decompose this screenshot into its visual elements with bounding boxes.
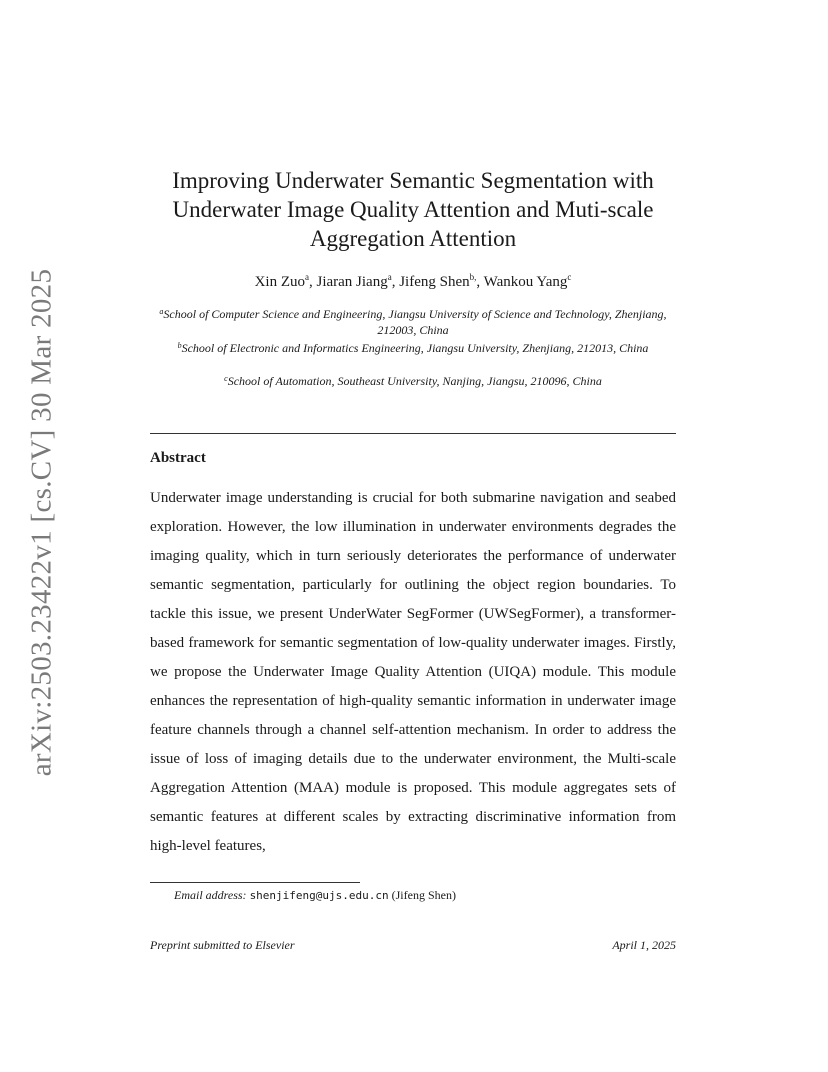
- affiliation-mark: a: [159, 307, 164, 316]
- affiliation-text: School of Electronic and Informatics Engineering, Jiangsu University, Zhenjiang, 212013, China: [181, 341, 649, 355]
- author-affiliation-mark: a: [304, 272, 309, 282]
- arxiv-identifier: [18, 268, 66, 776]
- footnote: [174, 888, 456, 903]
- abstract-body: Underwater image understanding is crucial for both submarine navigation and seabed exploration. However, the low illumination in underwater environments degrades the imaging quality, which in turn seriously deteriorates the performance of underwater semantic segmentation, particularly for outlining the object region boundaries. To tackle this issue, we present UnderWater SegFormer (UWSegFormer), a transformer-based framework for semantic segmentation of low-quality underwater images. Firstly, we propose the Underwater Image Quality Attention (UIQA) module. This module enhances the representation of high-quality semantic information in underwater image feature channels through a channel self-attention mechanism. In order to address the issue of loss of imaging details due to the underwater environment, the Multi-scale Aggregation Attention (MAA) module is proposed. This module aggregates sets of semantic features at different scales by extracting discriminative information from high-level features,: [150, 490, 676, 854]
- affiliation-mark: b: [177, 341, 182, 350]
- author-separator: ,: [476, 274, 484, 290]
- affiliation-a: [150, 306, 676, 338]
- author-separator: ,: [308, 274, 317, 290]
- affiliation-mark: c: [224, 374, 228, 383]
- footer-journal: Preprint submitted to Elsevier: [150, 938, 295, 952]
- author-affiliation-mark: a: [387, 272, 392, 282]
- paper-title: Improving Underwater Semantic Segmentation with Underwater Image Quality Attention and Muti-scale Aggregation Attention: [172, 168, 654, 251]
- email-link[interactable]: shenjifeng@ujs.edu.cn: [249, 889, 389, 902]
- affiliation-b: [150, 340, 676, 356]
- author-list: [150, 274, 676, 291]
- author-affiliation-mark: b,: [469, 272, 477, 282]
- section-divider: [150, 433, 676, 434]
- affiliation-c: [150, 373, 676, 389]
- affiliation-text: School of Computer Science and Engineering, Jiangsu University of Science and Technology, Zhenjiang, 212003, China: [163, 307, 667, 337]
- footer-date: April 1, 2025: [612, 938, 676, 952]
- abstract-heading: Abstract: [150, 450, 206, 466]
- author-name: Xin Zuo: [254, 274, 305, 290]
- author-name: Jifeng Shen: [399, 274, 470, 290]
- author-affiliation-mark: c: [567, 272, 572, 282]
- author-separator: ,: [391, 274, 400, 290]
- arxiv-identifier-text: arXiv:2503.23422v1 [cs.CV] 30 Mar 2025: [25, 268, 58, 776]
- affiliation-text: School of Automation, Southeast University, Nanjing, Jiangsu, 210096, China: [227, 374, 602, 388]
- author-name: Wankou Yang: [483, 274, 568, 290]
- footnote-divider: [150, 882, 360, 883]
- footnote-name: (Jifeng Shen): [391, 888, 456, 902]
- author-name: Jiaran Jiang: [316, 274, 388, 290]
- footnote-label: Email address:: [174, 888, 247, 902]
